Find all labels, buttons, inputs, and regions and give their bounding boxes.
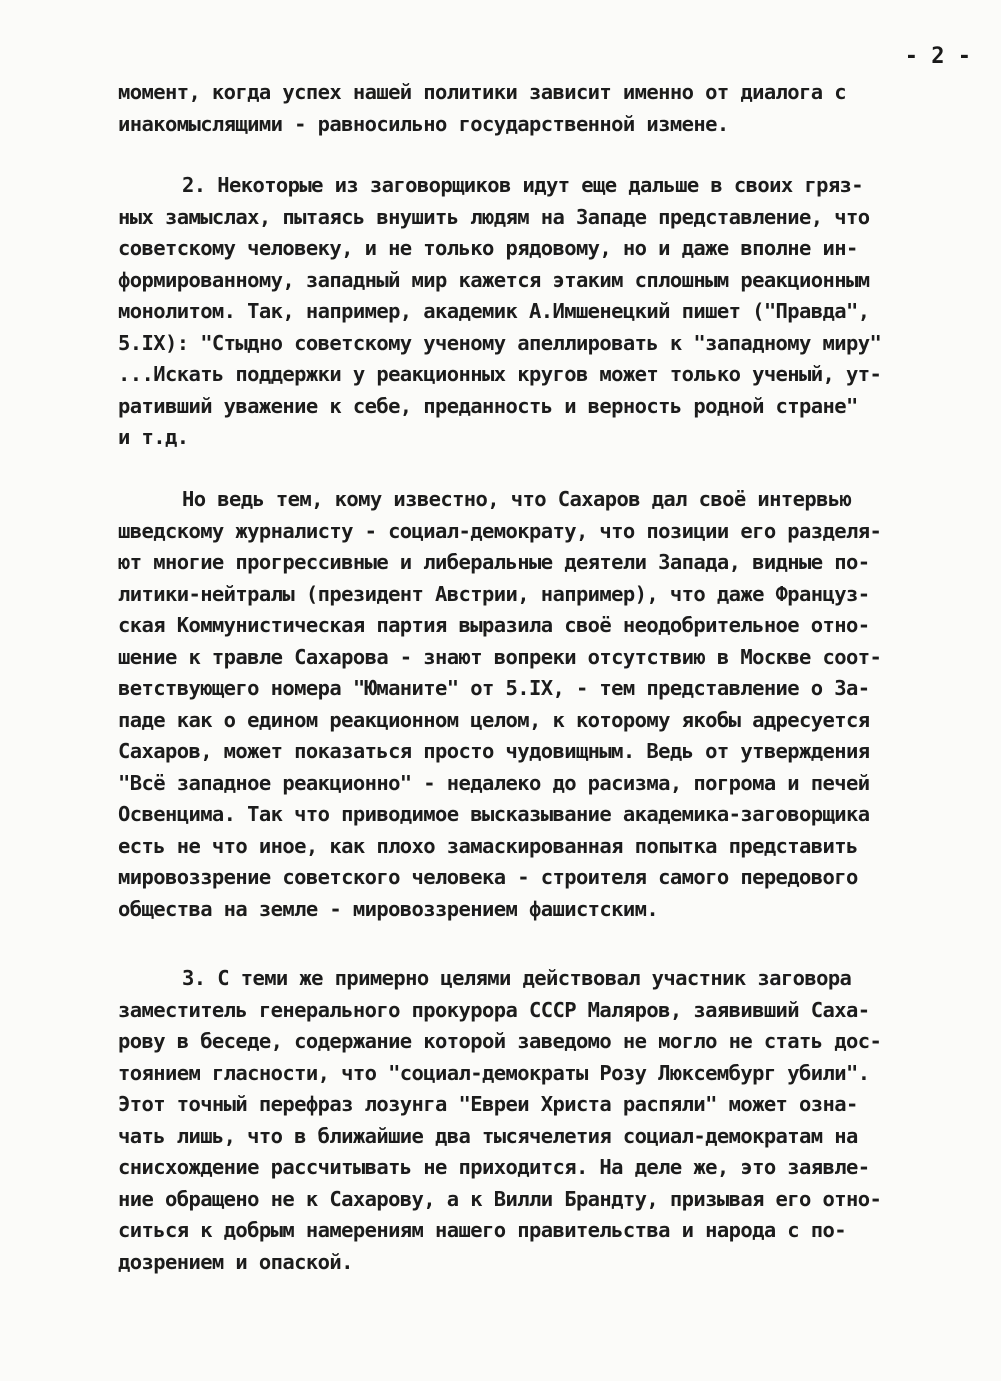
- paragraph-point-2: [118, 170, 978, 454]
- text-line: ных замыслах, пытаясь внушить людям на Западе представление, что: [118, 204, 870, 229]
- text-line: ративший уважение к себе, преданность и верность родной стране": [118, 393, 858, 418]
- text-line: ветствующего номера "Юманите" от 5.IX, - тем представление о За-: [118, 676, 870, 700]
- text-line: чать лишь, что в ближайшие два тысячелетия социал-демократам на: [118, 1123, 858, 1148]
- text-line: ситься к добрым намерениям нашего правительства и народа с по-: [118, 1218, 847, 1242]
- text-line: момент, когда успех нашей политики зависит именно от диалога с: [118, 80, 847, 104]
- text-line: Этот точный перефраз лозунга "Евреи Христа распяли" может озна-: [118, 1092, 858, 1116]
- text-line: паде как о едином реакционном целом, к которому якобы адресуется: [118, 707, 870, 732]
- text-line: Сахаров, может показаться просто чудовищным. Ведь от утверждения: [118, 739, 870, 763]
- text-line: литики-нейтралы (президент Австрии, например), что даже Француз-: [118, 581, 870, 606]
- text-line: советскому человеку, и не только рядовому, но и даже вполне ин-: [118, 236, 858, 260]
- text-line: шение к травле Сахарова - знают вопреки отсутствию в Москве соот-: [118, 644, 882, 669]
- text-line: "Всё западное реакционно" - недалеко до расизма, погрома и печей: [118, 770, 870, 795]
- text-line: ...Искать поддержки у реакционных кругов может только ученый, ут-: [118, 362, 882, 386]
- text-line: общества на земле - мировоззрением фашистским.: [118, 896, 659, 921]
- text-line: ние обращено не к Сахарову, а к Вилли Брандту, призывая его отно-: [118, 1186, 882, 1211]
- text-line: ская Коммунистическая партия выразила своё неодобрительное отно-: [118, 613, 870, 637]
- text-line: есть не что иное, как плохо замаскированная попытка представить: [118, 833, 858, 858]
- paragraph-point-2-continued: [118, 484, 978, 925]
- paragraph-continuation: [118, 77, 978, 140]
- text-line: снисхождение рассчитывать не приходится. На деле же, это заявле-: [118, 1155, 870, 1179]
- text-line: и т.д.: [118, 425, 189, 449]
- text-line: Но ведь тем, кому известно, что Сахаров дал своё интервью: [182, 487, 852, 511]
- text-line: инакомыслящими - равносильно государственной измене.: [118, 111, 729, 136]
- text-line: 3. С теми же примерно целями действовал участник заговора: [182, 966, 852, 990]
- text-line: ют многие прогрессивные и либеральные деятели Запада, видные по-: [118, 550, 870, 574]
- paragraph-point-3: [118, 963, 978, 1278]
- page-number: - 2 -: [904, 44, 971, 69]
- text-line: Освенцима. Так что приводимое высказывание академика-заговорщика: [118, 802, 870, 826]
- text-line: дозрением и опаской.: [118, 1249, 353, 1274]
- text-line: монолитом. Так, например, академик А.Имшенецкий пишет ("Правда",: [118, 299, 870, 323]
- text-line: заместитель генерального прокурора СССР Маляров, заявивший Саха-: [118, 997, 870, 1022]
- text-line: рову в беседе, содержание которой заведомо не могло не стать дос-: [118, 1029, 882, 1053]
- text-line: мировоззрение советского человека - строителя самого передового: [118, 865, 858, 889]
- text-line: формированному, западный мир кажется этаким сплошным реакционным: [118, 267, 870, 292]
- text-line: 5.IX): "Стыдно советскому ученому апеллировать к "западному миру": [118, 330, 882, 355]
- text-line: 2. Некоторые из заговорщиков идут еще дальше в своих гряз-: [182, 173, 864, 197]
- text-line: шведскому журналисту - социал-демократу, что позиции его разделя-: [118, 518, 882, 543]
- text-line: тоянием гласности, что "социал-демократы Розу Люксембург убили".: [118, 1060, 870, 1085]
